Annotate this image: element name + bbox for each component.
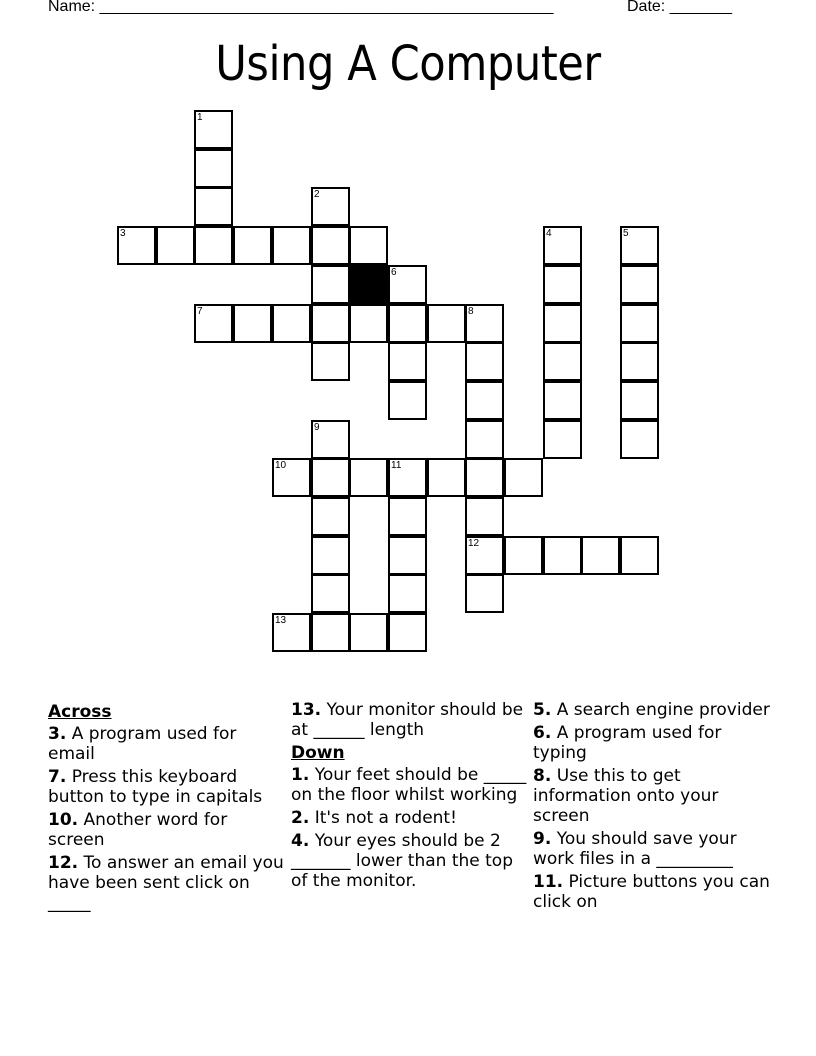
clue-number-label: 11 (391, 460, 402, 471)
clue-across-12 (48, 853, 284, 913)
answer-square[interactable] (349, 458, 388, 497)
answer-square[interactable] (388, 304, 427, 343)
clue-number: 12. (48, 853, 79, 873)
answer-square[interactable] (311, 458, 350, 497)
answer-square[interactable] (272, 226, 311, 265)
answer-square[interactable] (311, 265, 350, 304)
answer-square[interactable] (311, 420, 350, 459)
answer-square[interactable] (388, 342, 427, 381)
answer-square[interactable] (194, 110, 233, 149)
answer-square[interactable] (194, 304, 233, 343)
answer-square[interactable] (427, 304, 466, 343)
answer-square[interactable] (543, 226, 582, 265)
clue-down-9 (533, 829, 773, 869)
clue-down-5 (533, 700, 773, 720)
clue-number: 10. (48, 810, 79, 830)
clue-number-label: 2 (314, 189, 320, 200)
answer-square[interactable] (543, 304, 582, 343)
answer-square[interactable] (620, 420, 659, 459)
answer-square[interactable] (311, 187, 350, 226)
clue-number-label: 12 (468, 538, 480, 549)
answer-square[interactable] (156, 226, 195, 265)
answer-square[interactable] (311, 574, 350, 613)
answer-square[interactable] (311, 497, 350, 536)
clue-number-label: 7 (197, 306, 203, 317)
clue-text: Another word for screen (48, 810, 228, 850)
answer-square[interactable] (465, 497, 504, 536)
answer-square[interactable] (504, 458, 543, 497)
clue-number: 1. (291, 765, 310, 785)
clue-across-10 (48, 810, 284, 850)
answer-square[interactable] (233, 304, 272, 343)
answer-square[interactable] (194, 226, 233, 265)
clue-number: 8. (533, 766, 552, 786)
answer-square[interactable] (194, 149, 233, 188)
clue-number: 11. (533, 872, 564, 892)
clue-text: Your feet should be _____ on the floor whilst working (291, 765, 527, 805)
answer-square[interactable] (388, 265, 427, 304)
clue-number-label: 3 (120, 228, 126, 239)
puzzle-title: Using A Computer (215, 36, 601, 92)
clue-number-label: 1 (197, 112, 203, 123)
answer-square[interactable] (465, 420, 504, 459)
across-heading: Across (48, 702, 112, 722)
answer-square[interactable] (465, 381, 504, 420)
answer-square[interactable] (465, 574, 504, 613)
answer-square[interactable] (272, 613, 311, 652)
clue-text: A search engine provider (551, 700, 770, 720)
answer-square[interactable] (543, 342, 582, 381)
answer-square[interactable] (117, 226, 156, 265)
answer-square[interactable] (465, 458, 504, 497)
clue-text: To answer an email you have been sent click on _____ (48, 853, 284, 913)
answer-square[interactable] (620, 381, 659, 420)
clue-number: 7. (48, 767, 67, 787)
answer-square[interactable] (543, 381, 582, 420)
clue-across-7 (48, 767, 284, 807)
answer-square[interactable] (543, 265, 582, 304)
clue-text: You should save your work files in a _________ (533, 829, 737, 869)
clue-number-label: 8 (468, 306, 474, 317)
answer-square[interactable] (388, 613, 427, 652)
clue-number: 2. (291, 808, 310, 828)
clue-text: Your monitor should be at ______ length (291, 700, 524, 740)
clue-text: Your eyes should be 2 _______ lower than the top of the monitor. (291, 831, 513, 891)
answer-square[interactable] (194, 187, 233, 226)
clue-number: 4. (291, 831, 310, 851)
clue-number: 5. (533, 700, 552, 720)
clues-column-3 (533, 700, 773, 915)
answer-square[interactable] (543, 536, 582, 575)
answer-square[interactable] (349, 226, 388, 265)
answer-square[interactable] (349, 304, 388, 343)
down-heading: Down (291, 743, 345, 763)
clue-number: 6. (533, 723, 552, 743)
clue-number-label: 10 (275, 460, 287, 471)
clue-number-label: 5 (623, 228, 629, 239)
answer-square[interactable] (311, 226, 350, 265)
answer-square[interactable] (272, 458, 311, 497)
answer-square[interactable] (388, 536, 427, 575)
clue-text: Picture buttons you can click on (533, 872, 770, 912)
answer-square[interactable] (311, 342, 350, 381)
answer-square[interactable] (465, 342, 504, 381)
clue-down-2 (291, 808, 527, 828)
answer-square[interactable] (504, 536, 543, 575)
clue-number-label: 6 (391, 267, 397, 278)
clue-text: It's not a rodent! (309, 808, 457, 828)
clue-down-4 (291, 831, 527, 891)
answer-square[interactable] (388, 381, 427, 420)
clue-text: Press this keyboard button to type in capitals (48, 767, 263, 807)
answer-square[interactable] (620, 265, 659, 304)
answer-square[interactable] (388, 497, 427, 536)
clue-text: A program used for email (48, 724, 237, 764)
answer-square[interactable] (349, 613, 388, 652)
answer-square[interactable] (620, 342, 659, 381)
clue-text: A program used for typing (533, 723, 722, 763)
answer-square[interactable] (388, 458, 427, 497)
black-square (349, 265, 388, 304)
clue-number: 9. (533, 829, 552, 849)
clue-number: 3. (48, 724, 67, 744)
clue-text: Use this to get information onto your screen (533, 766, 719, 826)
answer-square[interactable] (233, 226, 272, 265)
clue-down-8 (533, 766, 773, 826)
answer-square[interactable] (272, 304, 311, 343)
clues-column-2 (291, 700, 527, 894)
answer-square[interactable] (388, 574, 427, 613)
clue-number-label: 13 (275, 615, 287, 626)
clue-down-6 (533, 723, 773, 763)
answer-square[interactable] (543, 420, 582, 459)
clue-down-1 (291, 765, 527, 805)
clue-across-13 (291, 700, 527, 740)
answer-square[interactable] (620, 304, 659, 343)
answer-square[interactable] (620, 536, 659, 575)
date-field[interactable]: Date: _______ (627, 0, 732, 15)
clue-down-11 (533, 872, 773, 912)
answer-square[interactable] (311, 304, 350, 343)
clue-across-3 (48, 724, 284, 764)
clue-number: 13. (291, 700, 322, 720)
answer-square[interactable] (465, 304, 504, 343)
answer-square[interactable] (581, 536, 620, 575)
clue-number-label: 9 (314, 422, 320, 433)
answer-square[interactable] (620, 226, 659, 265)
answer-square[interactable] (311, 536, 350, 575)
clues-column-1 (48, 700, 284, 916)
clue-number-label: 4 (546, 228, 552, 239)
answer-square[interactable] (311, 613, 350, 652)
answer-square[interactable] (427, 458, 466, 497)
answer-square[interactable] (465, 536, 504, 575)
name-field[interactable]: Name: ___________________________________________________ (48, 0, 554, 15)
